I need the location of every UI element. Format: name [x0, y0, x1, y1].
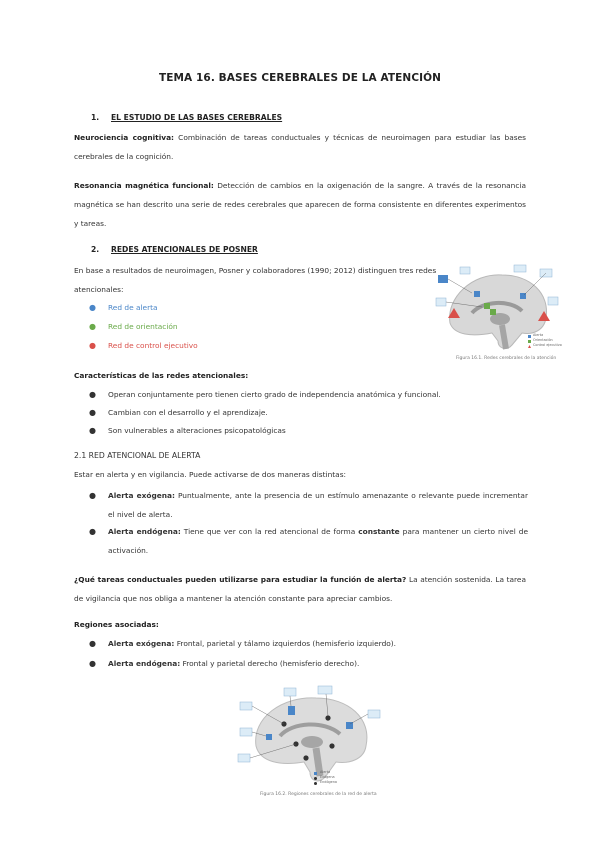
section-2-heading: 2. REDES ATENCIONALES DE POSNER — [91, 245, 258, 254]
brain-networks-illustration — [432, 263, 562, 363]
paragraph-neurociencia: Neurociencia cognitiva: Combinación de tareas conductuales y técnicas de neuroimagen para estudiar las bases cerebrales de la cognición. — [74, 133, 526, 161]
regions-heading: Regiones asociadas: — [74, 620, 159, 629]
figure-alert-network — [236, 684, 388, 800]
paragraph-question: ¿Qué tareas conductuales pueden utilizarse para estudiar la función de alerta? La atención sostenida. La tarea de vigilancia que nos obliga a mantener la atención constante para apreciar cambios. — [74, 575, 527, 603]
paragraph-resonancia: Resonancia magnética funcional: Detección de cambios en la oxigenación de la sangre. A través de la resonancia magnética se han descrito una serie de redes cerebrales que aparecen de forma consistente en diferentes experimentos y tareas. — [74, 181, 526, 228]
characteristics-heading: Características de las redes atencionales: — [74, 371, 249, 380]
paragraph-alerta-intro: Estar en alerta y en vigilancia. Puede activarse de dos maneras distintas: — [74, 470, 347, 479]
alert-network-illustration — [236, 684, 388, 800]
section-2-1-heading: 2.1 RED ATENCIONAL DE ALERTA — [74, 451, 201, 460]
figure-2-caption: Figura 16.2. Regiones cerebrales de la red de alerta — [260, 792, 377, 797]
figure-2-legend: Alerta Exógena Endógena — [320, 770, 337, 784]
section-1-heading: 1. EL ESTUDIO DE LAS BASES CEREBRALES — [91, 113, 283, 122]
figure-1-legend: Alerta Orientación Control ejecutivo — [533, 333, 562, 347]
paragraph-posner: En base a resultados de neuroimagen, Posner y colaboradores (1990; 2012) distinguen tres redes atencionales: — [74, 266, 437, 294]
figure-1-caption: Figura 16.1. Redes cerebrales de la atención — [456, 356, 557, 361]
document-page: TEMA 16. BASES CEREBRALES DE LA ATENCIÓN 1. EL ESTUDIO DE LAS BASES CEREBRALES Neurociencia cognitiva: Combinación de tareas conductuales y técnicas de neuroimagen para estudiar las bases cerebrales de la cognición. Resonancia magnética funcional: Detección de cambios en la oxigenación de la sangre. A través de la resonancia magnética se han descrito una serie de redes cerebrales que aparecen de forma consistente en diferentes experimentos y tareas. 2. REDES ATENCIONALES DE POSNER En base a resultados de neuroimagen, Posner y colaboradores (1990; 2012) distinguen tres redes atencionales: ● Red de alerta ● Red de orientación ● Red de control ejecutivo Alerta Orientación Control ejecutivo Figura 16.1. Redes cerebrales de la atención Características de las redes atencionales: ● Operan conjuntamente pero tienen cierto grado de independencia anatómica y funcional. ● Cambian con el desarrollo y el aprendizaje. ● Son vulnerables a alteraciones psicopatológicas 2.1 RED ATENCIONAL DE ALERTA Estar en alerta y en vigilancia. Puede activarse de dos maneras distintas: ● Alerta exógena: Puntualmente, ante la presencia de un estímulo amenazante o relevante puede incrementar el nivel de alerta. ● Alerta endógena: Tiene que ver con la red atencional de forma constante para mantener un cierto nivel de activación. ¿Qué tareas conductuales pueden utilizarse para estudiar la función de alerta? La atención sostenida. La tarea de vigilancia que nos obliga a mantener la atención constante para apreciar cambios. Regiones asociadas: ● Alerta exógena: Frontal, parietal y tálamo izquierdos (hemisferio izquierdo). ● Alerta endógena: Frontal y parietal derecho (hemisferio derecho). Alerta Exógena Endógena Figura 16.2. Regiones cerebrales de la red de alerta — [0, 0, 600, 848]
page-title: TEMA 16. BASES CEREBRALES DE LA ATENCIÓN — [158, 72, 442, 84]
figure-brain-networks — [432, 263, 562, 363]
